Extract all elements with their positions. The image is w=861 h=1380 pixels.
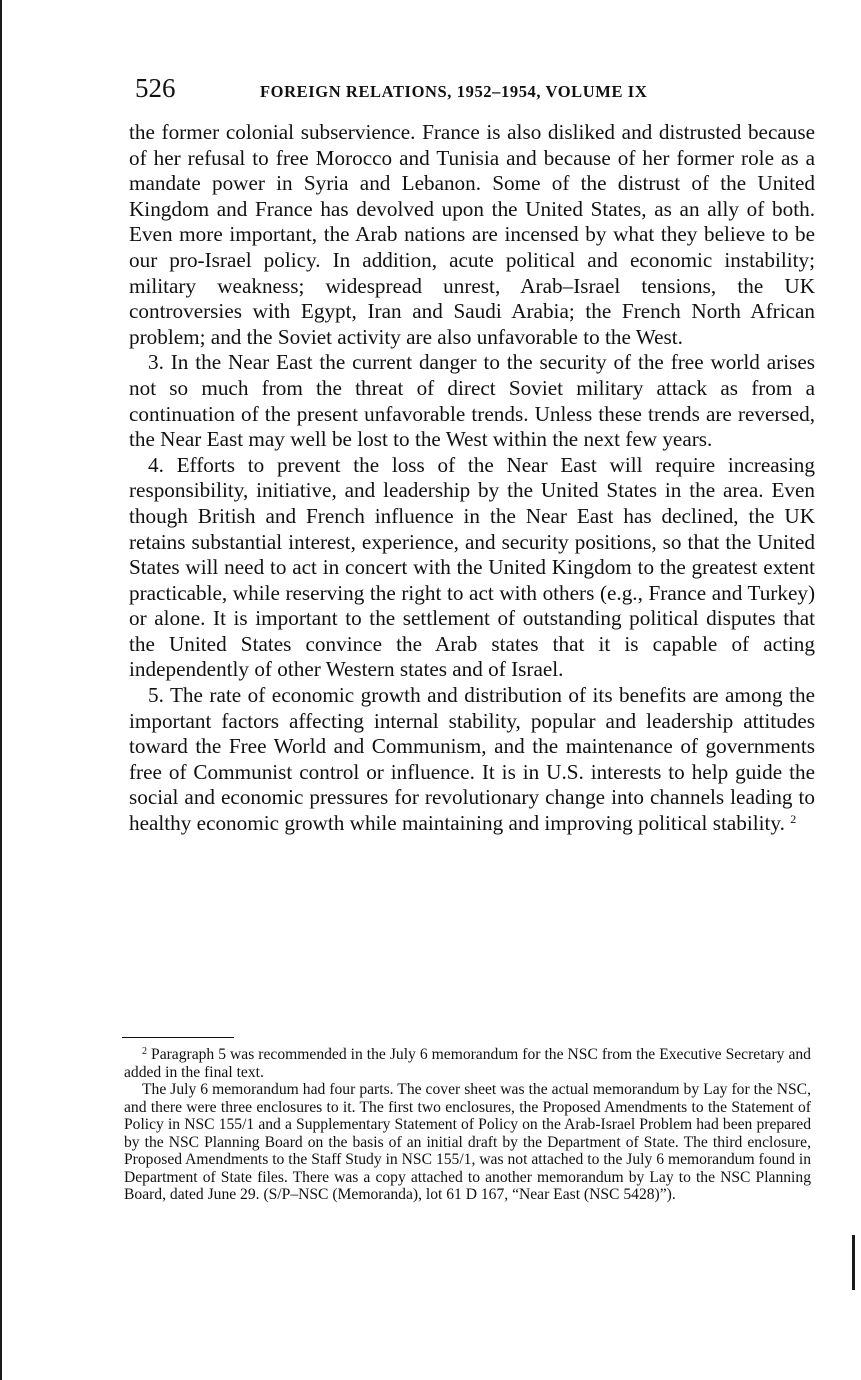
paragraph-5 (129, 683, 815, 837)
paragraph-3: 3. In the Near East the current danger to the security of the free world arises not so much from the threat of direct Soviet military attack as from a continuation of the present unfavorable trends. Unless these trends are reversed, the Near East may well be lost to the West within the next few years. (129, 350, 815, 452)
footnote-2-continued: The July 6 memorandum had four parts. The cover sheet was the actual memorandum by Lay for the NSC, and there were three enclosures to it. The first two enclosures, the Proposed Amendments to the Statement of Policy in NSC 155/1 and a Supplementary Statement of Policy on the Arab-Israel Problem had been prepared by the NSC Planning Board on the basis of an initial draft by the Department of State. The third enclosure, Proposed Amendments to the Staff Study in NSC 155/1, was not attached to the July 6 memorandum found in Department of State files. There was a copy attached to another memorandum by Lay to the NSC Planning Board, dated June 29. (S/P–NSC (Memoranda), lot 61 D 167, “Near East (NSC 5428)”). (124, 1081, 811, 1203)
running-head: FOREIGN RELATIONS, 1952–1954, VOLUME IX (260, 82, 648, 101)
body-text (129, 120, 815, 837)
scan-right-edge-mark (852, 1235, 855, 1290)
footnote-2-text: Paragraph 5 was recommended in the July 6 memorandum for the NSC from the Executive Secretary and added in the final text. (124, 1046, 811, 1081)
footnote-divider (122, 1037, 234, 1038)
page-number: 526 (135, 73, 176, 103)
page-header (135, 72, 815, 112)
footnote-marker: 2 (142, 1046, 147, 1057)
scan-left-edge (0, 0, 2, 1380)
paragraph-continued: the former colonial subservience. France is also disliked and distrusted because of her refusal to free Morocco and Tunisia and because of her former role as a mandate power in Syria and Lebanon. Some of the distrust of the United Kingdom and France has devolved upon the United States, as an ally of both. Even more important, the Arab nations are incensed by what they believe to be our pro-Israel policy. In addition, acute political and economic instability; military weakness; widespread unrest, Arab–Israel tensions, the UK controversies with Egypt, Iran and Saudi Arabia; the French North African problem; and the Soviet activity are also unfavorable to the West. (129, 120, 815, 349)
footnote-2 (124, 1046, 811, 1081)
footnote-reference[interactable]: 2 (790, 812, 797, 827)
paragraph-4: 4. Efforts to prevent the loss of the Near East will require increasing responsibility, initiative, and leadership by the United States in the area. Even though British and French influence in the Near East has declined, the UK retains substantial interest, experience, and security positions, so that the United States will need to act in concert with the United Kingdom to the greatest extent practicable, while reserving the right to act with others (e.g., France and Turkey) or alone. It is important to the settlement of outstanding political disputes that the United States convince the Arab states that it is capable of acting independently of other Western states and of Israel. (129, 452, 815, 682)
paragraph-5-text: 5. The rate of economic growth and distribution of its benefits are among the important factors affecting internal stability, popular and leadership attitudes toward the Free World and Communism, and the maintenance of governments free of Communist control or influence. It is in U.S. interests to help guide the social and economic pressures for revolutionary change into channels leading to healthy economic growth while maintaining and improving political stability. (129, 683, 815, 836)
footnotes (124, 1046, 811, 1204)
